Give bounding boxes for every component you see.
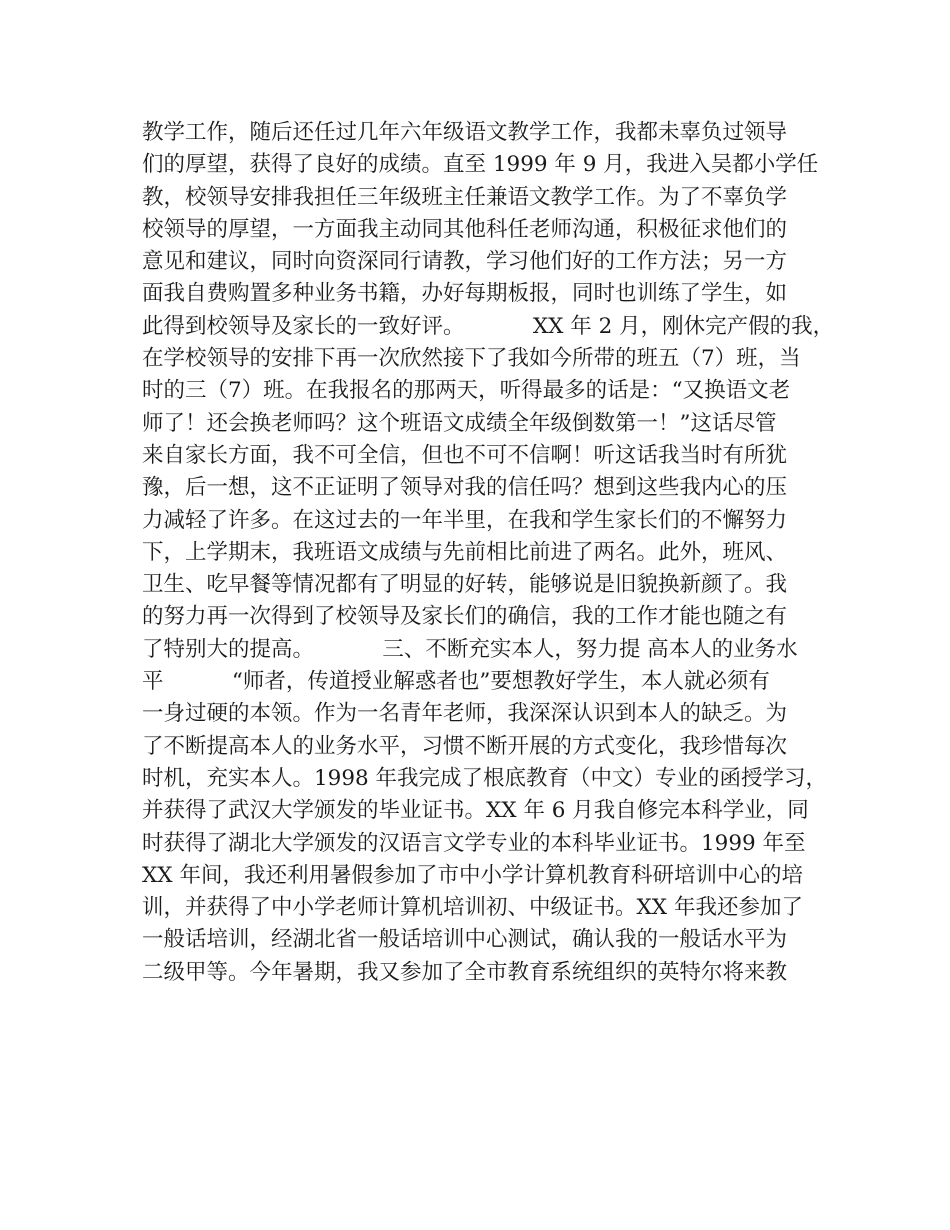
text-line: 平 “师者，传道授业解惑者也”要想教好学生，本人就必须有 [142, 669, 770, 695]
text-line: 时获得了湖北大学颁发的汉语言文学专业的本科毕业证书。1999 年至 [142, 830, 806, 856]
text-line: 此得到校领导及家长的一致好评。 XX 年 2 月，刚休完产假的我， [142, 313, 835, 339]
text-line: 一般话培训，经湖北省一般话培训中心测试，确认我的一般话水平为 [142, 927, 788, 953]
text-line: 面我自费购置多种业务书籍，办好每期板报，同时也训练了学生，如 [142, 281, 788, 307]
text-line: 了特别大的提高。 三、不断充实本人，努力提 高本人的业务水 [142, 636, 798, 662]
text-line: 时机，充实本人。1998 年我完成了根底教育（中文）专业的函授学习， [142, 765, 828, 791]
text-line: 并获得了武汉大学颁发的毕业证书。XX 年 6 月我自修完本科学业，同 [142, 798, 809, 824]
text-line: 的努力再一次得到了校领导及家长们的确信，我的工作才能也随之有 [142, 604, 788, 630]
text-line: 教学工作，随后还任过几年六年级语文教学工作，我都未辜负过领导 [142, 120, 788, 145]
text-line: 时的三（7）班。在我报名的那两天，听得最多的话是：“又换语文老 [142, 378, 791, 404]
text-line: 二级甲等。今年暑期，我又参加了全市教育系统组织的英特尔将来教 [142, 959, 788, 985]
text-line: 意见和建议，同时向资深同行请教，学习他们好的工作方法；另一方 [142, 249, 788, 275]
text-line: 力减轻了许多。在这过去的一年半里，在我和学生家长们的不懈努力 [142, 507, 788, 533]
text-line: 训，并获得了中小学老师计算机培训初、中级证书。XX 年我还参加了 [142, 895, 803, 921]
text-line: 在学校领导的安排下再一次欣然接下了我如今所带的班五（7）班，当 [142, 346, 801, 372]
text-line: 教，校领导安排我担任三年级班主任兼语文教学工作。为了不辜负学 [142, 184, 788, 210]
text-line: 豫，后一想，这不正证明了领导对我的信任吗？想到这些我内心的压 [142, 475, 788, 501]
text-line: 校领导的厚望，一方面我主动同其他科任老师沟通，积极征求他们的 [142, 216, 788, 242]
text-line: 来自家长方面，我不可全信，但也不可不信啊！听这话我当时有所犹 [142, 442, 788, 468]
text-line: 师了！还会换老师吗？这个班语文成绩全年级倒数第一！”这话尽管 [142, 410, 777, 436]
text-line: XX 年间，我还利用暑假参加了市中小学计算机教育科研培训中心的培 [142, 862, 803, 888]
text-line: 了不断提高本人的业务水平，习惯不断开展的方式变化，我珍惜每次 [142, 733, 788, 759]
body-text [142, 117, 835, 989]
text-line: 一身过硬的本领。作为一名青年老师，我深深认识到本人的缺乏。为 [142, 701, 788, 727]
text-line: 卫生、吃早餐等情况都有了明显的好转，能够说是旧貌换新颜了。我 [142, 572, 788, 598]
text-line: 们的厚望，获得了良好的成绩。直至 1999 年 9 月，我进入吴都小学任 [142, 152, 819, 178]
text-line: 下，上学期末，我班语文成绩与先前相比前进了两名。此外，班风、 [142, 539, 788, 565]
